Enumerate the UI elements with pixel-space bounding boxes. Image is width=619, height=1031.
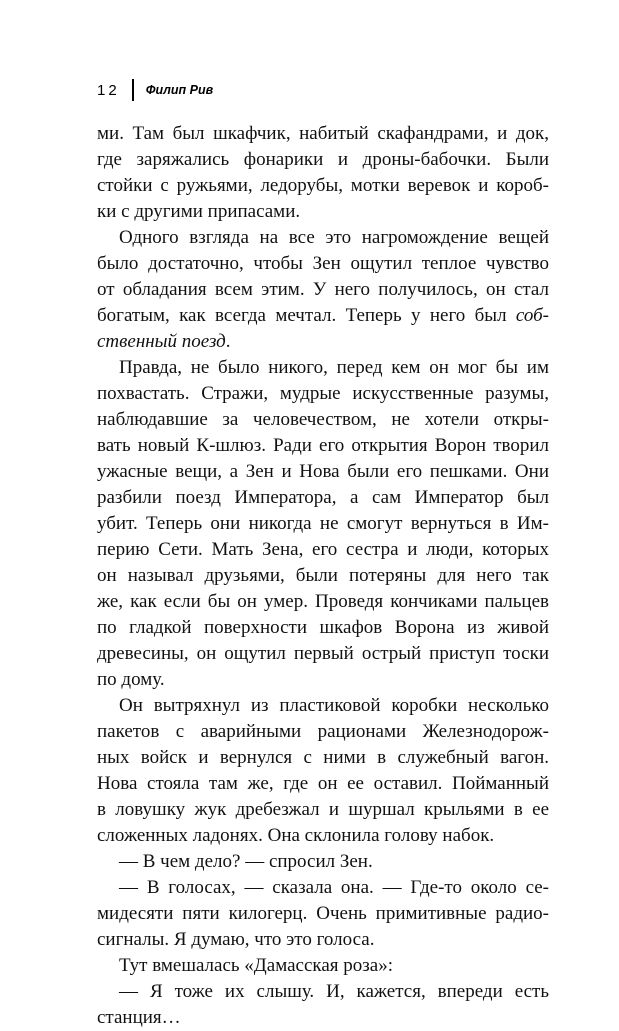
text-fragment: . — [225, 331, 231, 352]
text-line: пакетов с аварийными рационами Железнодорож- — [97, 721, 549, 742]
page-number: 12 — [97, 81, 120, 99]
text-line: — Я тоже их слышу. И, кажется, впереди есть — [119, 981, 549, 1002]
text-line: — В чем дело? — спросил Зен. — [119, 851, 373, 872]
text-line: древесины, он ощутил первый острый приступ тоски — [97, 643, 549, 664]
text-fragment: богатым, как всегда мечтал. Теперь у него был — [97, 305, 516, 326]
text-line: разбили поезд Императора, а сам Император был — [97, 487, 549, 508]
header-divider — [132, 79, 134, 101]
text-line-mixed — [97, 329, 549, 355]
text-line: сложенных ладонях. Она склонила голову набок. — [97, 825, 495, 846]
italic-fragment: соб- — [515, 305, 549, 326]
text-line: же, как если бы он умер. Проведя кончиками пальцев — [97, 591, 549, 612]
text-line: ужасные вещи, а Зен и Нова были его пешками. Они — [97, 461, 549, 482]
text-line: похвастать. Стражи, мудрые искусственные разумы, — [97, 383, 549, 404]
body-text — [97, 121, 549, 1031]
text-line: сигналы. Я думаю, что это голоса. — [97, 929, 375, 950]
text-line: где заряжались фонарики и дроны-бабочки. Были — [97, 149, 549, 170]
text-line: по дому. — [97, 669, 165, 690]
text-line: в ловушку жук дребезжал и шуршал крыльями в ее — [97, 799, 549, 820]
text-line: убит. Теперь они никогда не смогут вернуться в Им- — [97, 513, 549, 534]
running-header — [97, 78, 213, 102]
text-line: он называл друзьями, были потеряны для него так — [97, 565, 549, 586]
text-line: вать новый К-шлюз. Ради его открытия Ворон творил — [97, 435, 549, 456]
text-line: ки с другими припасами. — [97, 201, 301, 222]
text-line: Тут вмешалась «Дамасская роза»: — [119, 955, 393, 976]
text-line: Правда, не было никого, перед кем он мог бы им — [119, 357, 549, 378]
text-line: наблюдавшие за человечеством, не хотели откры- — [97, 409, 549, 430]
text-line: Нова стояла там же, где он ее оставил. Пойманный — [97, 773, 549, 794]
text-line: мидесяти пяти килогерц. Очень примитивные радио- — [97, 903, 549, 924]
text-line: по гладкой поверхности шкафов Ворона из живой — [97, 617, 549, 638]
text-line: от обладания всем этим. У него получилось, он стал — [97, 279, 549, 300]
text-line-mixed — [97, 303, 549, 329]
author-name: Филип Рив — [145, 83, 214, 97]
text-line: перию Сети. Мать Зена, его сестра и люди, которых — [97, 539, 549, 560]
text-line: было достаточно, чтобы Зен ощутил теплое чувство — [97, 253, 549, 274]
italic-fragment: ственный поезд — [97, 331, 226, 352]
text-line: ных войск и вернулся с ними в служебный вагон. — [97, 747, 549, 768]
text-line: — В голосах, — сказала она. — Где-то около се- — [119, 877, 549, 898]
text-line: стойки с ружьями, ледорубы, мотки веревок и короб- — [97, 175, 549, 196]
text-line: ми. Там был шкафчик, набитый скафандрами, и док, — [97, 123, 549, 144]
text-line: станция… — [97, 1007, 181, 1028]
text-line: Одного взгляда на все это нагромождение вещей — [119, 227, 549, 248]
text-line: Он вытряхнул из пластиковой коробки несколько — [119, 695, 549, 716]
